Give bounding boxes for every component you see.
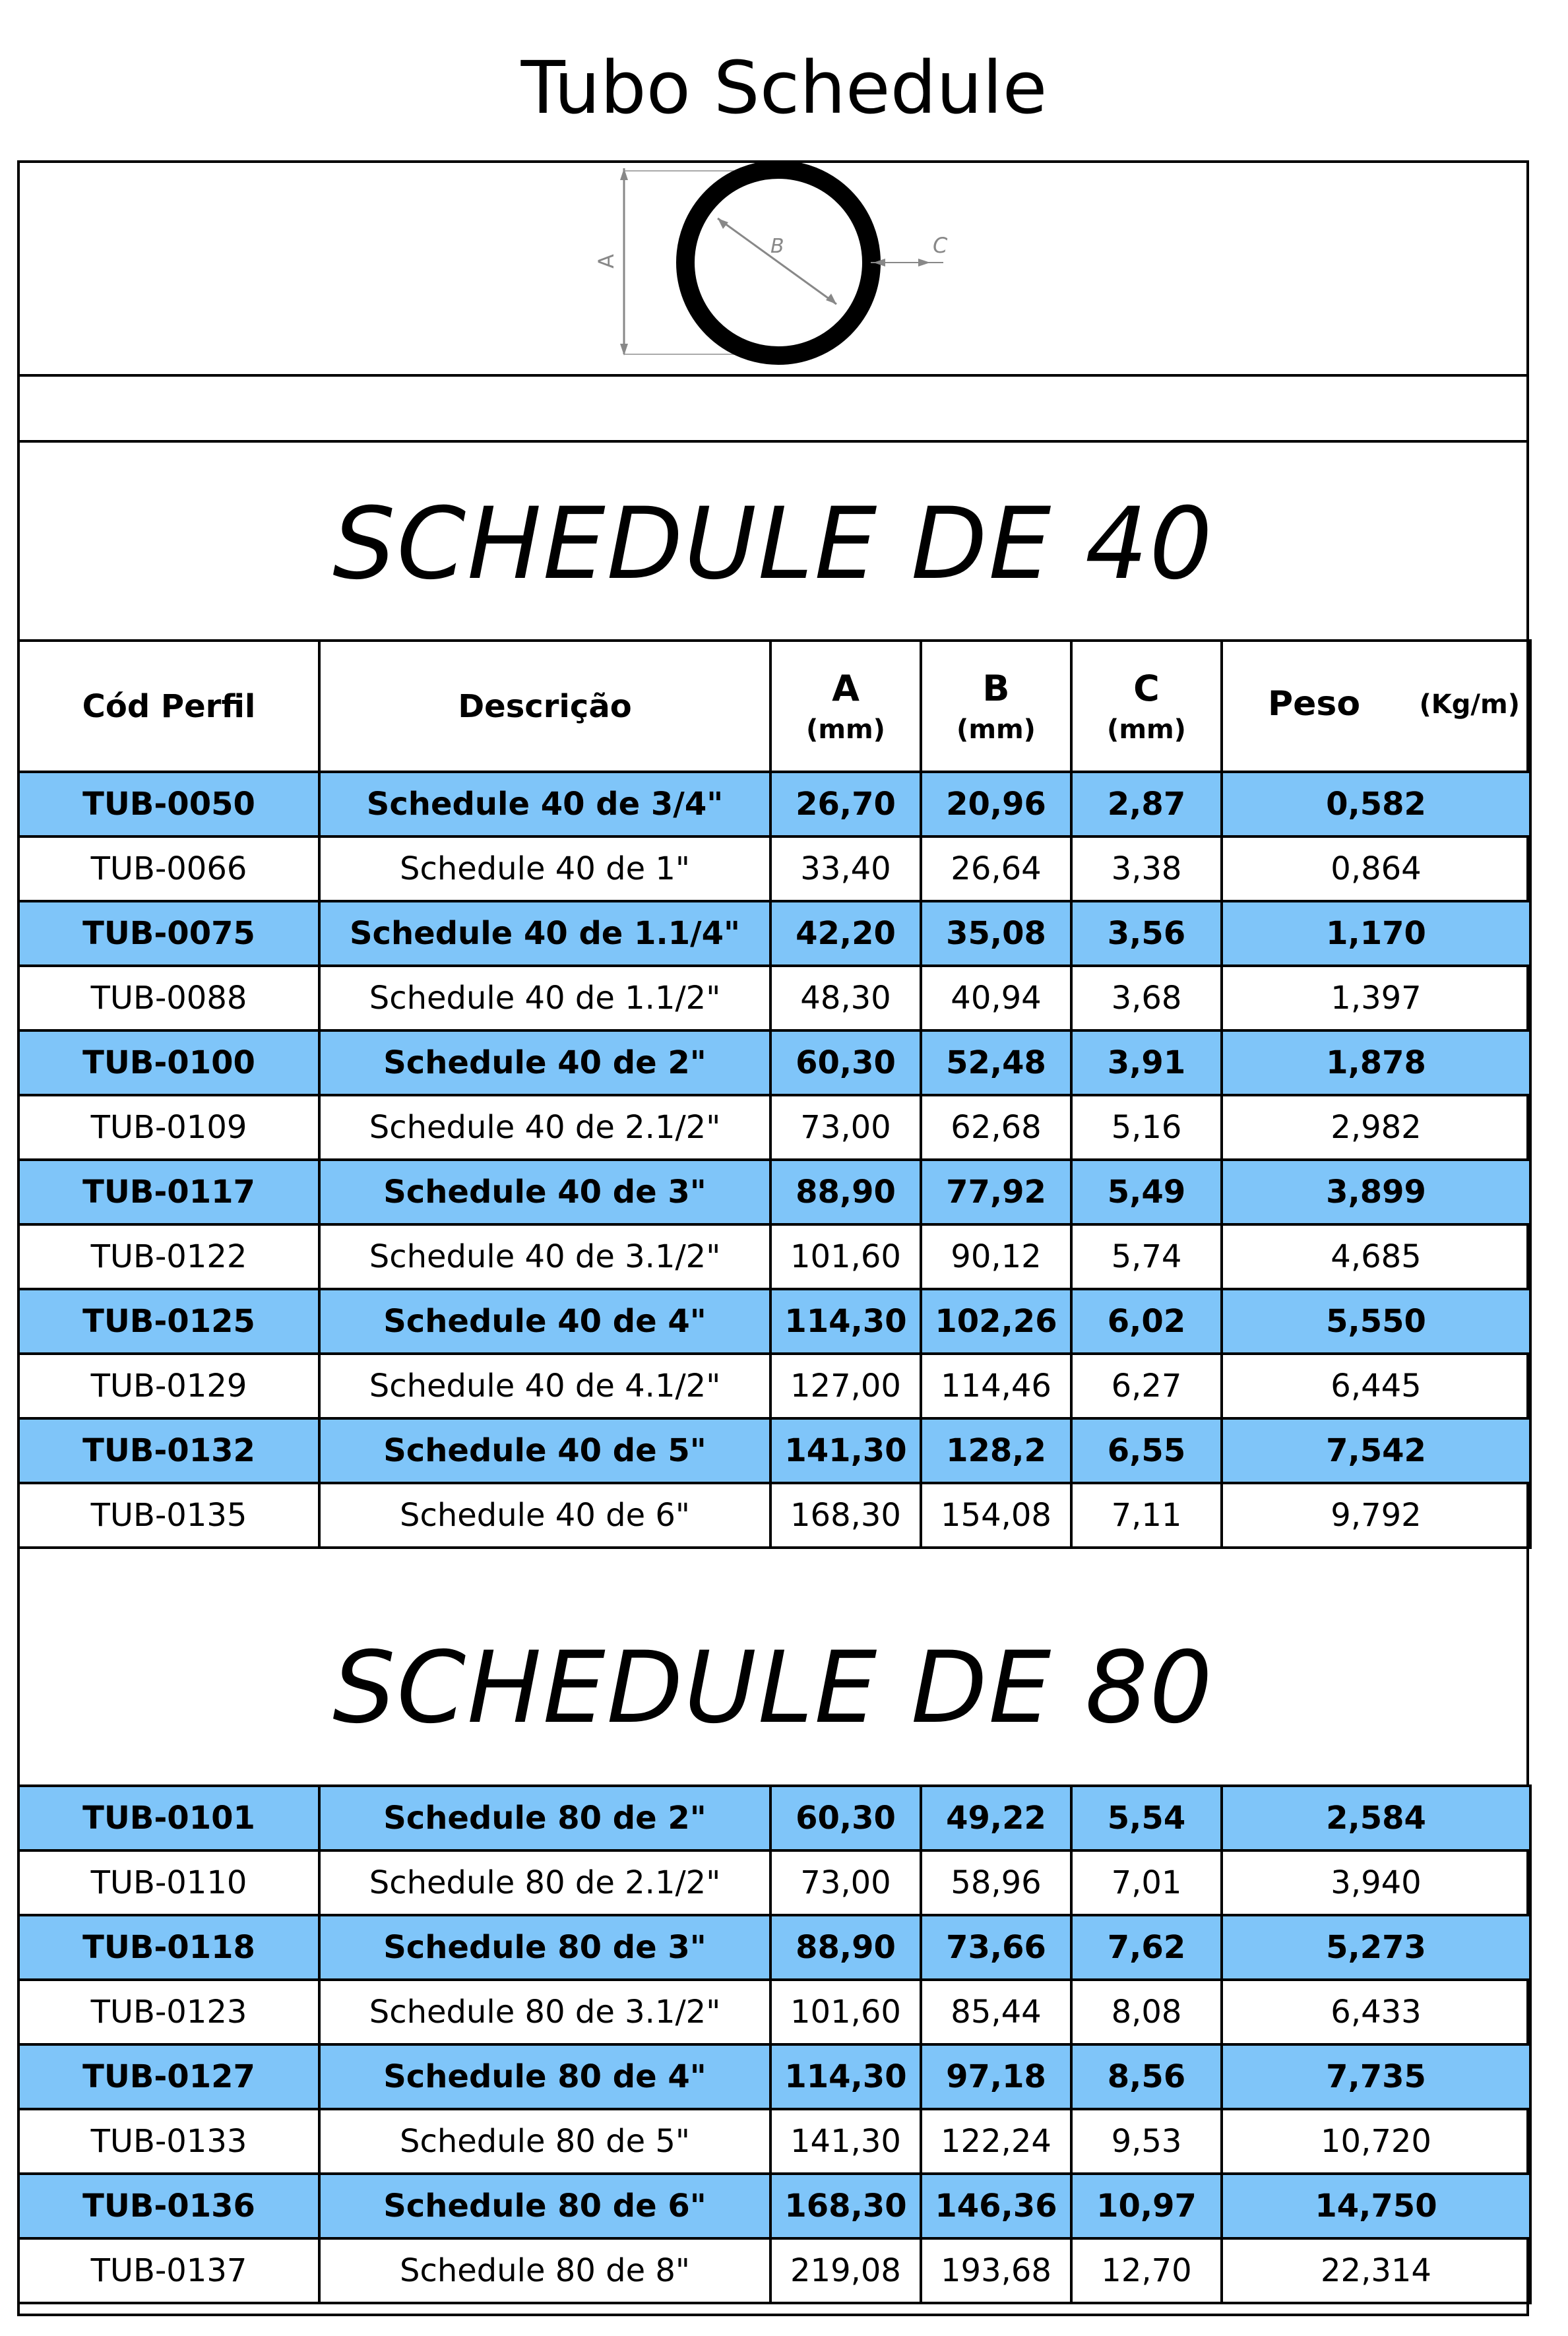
cell-b: 73,66 bbox=[921, 1915, 1071, 1980]
table-row bbox=[18, 1915, 1530, 1980]
cell-a: 60,30 bbox=[770, 1786, 921, 1850]
cell-descricao: Schedule 40 de 1.1/4" bbox=[319, 901, 770, 966]
cell-c: 10,97 bbox=[1071, 2174, 1222, 2238]
cell-c: 12,70 bbox=[1071, 2238, 1222, 2303]
cell-c: 7,11 bbox=[1071, 1483, 1222, 1548]
cell-peso: 1,170 bbox=[1222, 901, 1530, 966]
cell-c: 3,68 bbox=[1071, 966, 1222, 1030]
cell-b: 52,48 bbox=[921, 1030, 1071, 1095]
cell-peso: 5,273 bbox=[1222, 1915, 1530, 1980]
cell-b: 20,96 bbox=[921, 772, 1071, 837]
table-row bbox=[18, 966, 1530, 1030]
cell-a: 26,70 bbox=[770, 772, 921, 837]
header-c bbox=[1071, 641, 1222, 772]
cell-cod-perfil: TUB-0050 bbox=[18, 772, 319, 837]
header-peso bbox=[1222, 641, 1530, 772]
cell-a: 114,30 bbox=[770, 2044, 921, 2109]
schedule-40-table bbox=[17, 639, 1532, 1549]
cell-a: 48,30 bbox=[770, 966, 921, 1030]
cell-a: 101,60 bbox=[770, 1224, 921, 1289]
cell-c: 6,55 bbox=[1071, 1418, 1222, 1483]
cell-peso: 10,720 bbox=[1222, 2109, 1530, 2174]
cell-cod-perfil: TUB-0125 bbox=[18, 1289, 319, 1354]
divider bbox=[20, 440, 1526, 443]
cell-descricao: Schedule 40 de 4.1/2" bbox=[319, 1354, 770, 1418]
cell-a: 168,30 bbox=[770, 2174, 921, 2238]
cell-b: 193,68 bbox=[921, 2238, 1071, 2303]
cell-descricao: Schedule 80 de 8" bbox=[319, 2238, 770, 2303]
cell-cod-perfil: TUB-0136 bbox=[18, 2174, 319, 2238]
schedule-80-table bbox=[17, 1784, 1532, 2304]
cell-cod-perfil: TUB-0132 bbox=[18, 1418, 319, 1483]
cell-c: 5,74 bbox=[1071, 1224, 1222, 1289]
cell-cod-perfil: TUB-0123 bbox=[18, 1980, 319, 2044]
cell-a: 60,30 bbox=[770, 1030, 921, 1095]
cell-b: 90,12 bbox=[921, 1224, 1071, 1289]
dimension-b-label: B bbox=[770, 235, 784, 258]
cell-peso: 6,433 bbox=[1222, 1980, 1530, 2044]
cell-a: 141,30 bbox=[770, 2109, 921, 2174]
cell-c: 5,54 bbox=[1071, 1786, 1222, 1850]
cell-cod-perfil: TUB-0135 bbox=[18, 1483, 319, 1548]
cell-a: 101,60 bbox=[770, 1980, 921, 2044]
cell-peso: 3,940 bbox=[1222, 1850, 1530, 1915]
cell-c: 3,91 bbox=[1071, 1030, 1222, 1095]
cell-cod-perfil: TUB-0100 bbox=[18, 1030, 319, 1095]
table-row bbox=[18, 1483, 1530, 1548]
cell-c: 7,01 bbox=[1071, 1850, 1222, 1915]
cell-b: 154,08 bbox=[921, 1483, 1071, 1548]
header-b-unit: (mm) bbox=[956, 714, 1036, 745]
cell-c: 2,87 bbox=[1071, 772, 1222, 837]
cell-b: 62,68 bbox=[921, 1095, 1071, 1160]
header-descricao: Descrição bbox=[319, 641, 770, 772]
table-row bbox=[18, 2174, 1530, 2238]
cell-peso: 3,899 bbox=[1222, 1160, 1530, 1224]
table-row bbox=[18, 1786, 1530, 1850]
cell-b: 97,18 bbox=[921, 2044, 1071, 2109]
cell-descricao: Schedule 40 de 3/4" bbox=[319, 772, 770, 837]
cell-a: 127,00 bbox=[770, 1354, 921, 1418]
table-row bbox=[18, 1030, 1530, 1095]
cell-a: 219,08 bbox=[770, 2238, 921, 2303]
cell-descricao: Schedule 80 de 2.1/2" bbox=[319, 1850, 770, 1915]
cell-b: 122,24 bbox=[921, 2109, 1071, 2174]
section-title-schedule-40: SCHEDULE DE 40 bbox=[332, 487, 1214, 602]
cell-descricao: Schedule 80 de 6" bbox=[319, 2174, 770, 2238]
cell-descricao: Schedule 40 de 4" bbox=[319, 1289, 770, 1354]
cell-descricao: Schedule 80 de 3" bbox=[319, 1915, 770, 1980]
cell-peso: 5,550 bbox=[1222, 1289, 1530, 1354]
spec-sheet bbox=[17, 160, 1529, 2316]
cell-peso: 22,314 bbox=[1222, 2238, 1530, 2303]
cell-cod-perfil: TUB-0101 bbox=[18, 1786, 319, 1850]
cell-b: 40,94 bbox=[921, 966, 1071, 1030]
cell-c: 8,56 bbox=[1071, 2044, 1222, 2109]
cell-peso: 14,750 bbox=[1222, 2174, 1530, 2238]
cell-cod-perfil: TUB-0117 bbox=[18, 1160, 319, 1224]
table-row bbox=[18, 1224, 1530, 1289]
cell-descricao: Schedule 40 de 5" bbox=[319, 1418, 770, 1483]
cell-a: 141,30 bbox=[770, 1418, 921, 1483]
cell-c: 9,53 bbox=[1071, 2109, 1222, 2174]
schedule-40-body bbox=[18, 772, 1530, 1548]
cell-peso: 7,735 bbox=[1222, 2044, 1530, 2109]
cell-descricao: Schedule 80 de 5" bbox=[319, 2109, 770, 2174]
cell-peso: 7,542 bbox=[1222, 1418, 1530, 1483]
cell-descricao: Schedule 80 de 3.1/2" bbox=[319, 1980, 770, 2044]
cell-cod-perfil: TUB-0110 bbox=[18, 1850, 319, 1915]
cell-a: 42,20 bbox=[770, 901, 921, 966]
header-c-letter: C bbox=[1133, 668, 1160, 709]
header-c-unit: (mm) bbox=[1107, 714, 1186, 745]
cell-a: 73,00 bbox=[770, 1850, 921, 1915]
cell-b: 128,2 bbox=[921, 1418, 1071, 1483]
cell-a: 168,30 bbox=[770, 1483, 921, 1548]
cell-b: 49,22 bbox=[921, 1786, 1071, 1850]
cell-cod-perfil: TUB-0066 bbox=[18, 837, 319, 901]
cell-a: 88,90 bbox=[770, 1915, 921, 1980]
cell-b: 26,64 bbox=[921, 837, 1071, 901]
cell-b: 58,96 bbox=[921, 1850, 1071, 1915]
cell-descricao: Schedule 80 de 4" bbox=[319, 2044, 770, 2109]
table-row bbox=[18, 1418, 1530, 1483]
cell-c: 3,38 bbox=[1071, 837, 1222, 901]
tube-cross-section-diagram bbox=[587, 163, 983, 374]
header-b-letter: B bbox=[982, 668, 1010, 709]
cell-b: 85,44 bbox=[921, 1980, 1071, 2044]
cell-c: 7,62 bbox=[1071, 1915, 1222, 1980]
cell-cod-perfil: TUB-0075 bbox=[18, 901, 319, 966]
cell-cod-perfil: TUB-0122 bbox=[18, 1224, 319, 1289]
table-row bbox=[18, 772, 1530, 837]
cell-a: 73,00 bbox=[770, 1095, 921, 1160]
cell-cod-perfil: TUB-0109 bbox=[18, 1095, 319, 1160]
cell-c: 6,02 bbox=[1071, 1289, 1222, 1354]
table-row bbox=[18, 1850, 1530, 1915]
cell-c: 5,49 bbox=[1071, 1160, 1222, 1224]
cell-cod-perfil: TUB-0137 bbox=[18, 2238, 319, 2303]
cell-b: 146,36 bbox=[921, 2174, 1071, 2238]
cell-cod-perfil: TUB-0088 bbox=[18, 966, 319, 1030]
header-peso-unit: (Kg/m) bbox=[1419, 689, 1520, 720]
cell-c: 5,16 bbox=[1071, 1095, 1222, 1160]
table-row bbox=[18, 1980, 1530, 2044]
header-peso-label: Peso bbox=[1268, 684, 1361, 724]
table-header-row bbox=[18, 641, 1530, 772]
cell-b: 114,46 bbox=[921, 1354, 1071, 1418]
cell-descricao: Schedule 40 de 1.1/2" bbox=[319, 966, 770, 1030]
cell-peso: 2,982 bbox=[1222, 1095, 1530, 1160]
table-row bbox=[18, 837, 1530, 901]
cell-cod-perfil: TUB-0133 bbox=[18, 2109, 319, 2174]
cell-peso: 6,445 bbox=[1222, 1354, 1530, 1418]
cell-peso: 1,397 bbox=[1222, 966, 1530, 1030]
cell-a: 33,40 bbox=[770, 837, 921, 901]
cell-b: 77,92 bbox=[921, 1160, 1071, 1224]
cell-a: 114,30 bbox=[770, 1289, 921, 1354]
table-row bbox=[18, 901, 1530, 966]
cell-descricao: Schedule 80 de 2" bbox=[319, 1786, 770, 1850]
header-b bbox=[921, 641, 1071, 772]
header-a-letter: A bbox=[832, 668, 860, 709]
table-row bbox=[18, 2109, 1530, 2174]
table-row bbox=[18, 1095, 1530, 1160]
cell-descricao: Schedule 40 de 6" bbox=[319, 1483, 770, 1548]
cell-descricao: Schedule 40 de 2.1/2" bbox=[319, 1095, 770, 1160]
header-a-unit: (mm) bbox=[806, 714, 885, 745]
cell-peso: 4,685 bbox=[1222, 1224, 1530, 1289]
dimension-c-label: C bbox=[933, 233, 948, 258]
schedule-80-body bbox=[18, 1786, 1530, 2303]
cell-peso: 2,584 bbox=[1222, 1786, 1530, 1850]
cell-descricao: Schedule 40 de 1" bbox=[319, 837, 770, 901]
dimension-a-label: A bbox=[594, 254, 619, 268]
cell-descricao: Schedule 40 de 3" bbox=[319, 1160, 770, 1224]
cell-peso: 9,792 bbox=[1222, 1483, 1530, 1548]
cell-peso: 0,582 bbox=[1222, 772, 1530, 837]
cell-cod-perfil: TUB-0127 bbox=[18, 2044, 319, 2109]
table-row bbox=[18, 1160, 1530, 1224]
header-cod-perfil: Cód Perfil bbox=[18, 641, 319, 772]
cell-a: 88,90 bbox=[770, 1160, 921, 1224]
cell-c: 6,27 bbox=[1071, 1354, 1222, 1418]
cell-peso: 0,864 bbox=[1222, 837, 1530, 901]
cell-b: 35,08 bbox=[921, 901, 1071, 966]
table-row bbox=[18, 2238, 1530, 2303]
table-row bbox=[18, 2044, 1530, 2109]
cell-descricao: Schedule 40 de 3.1/2" bbox=[319, 1224, 770, 1289]
cell-cod-perfil: TUB-0129 bbox=[18, 1354, 319, 1418]
cell-descricao: Schedule 40 de 2" bbox=[319, 1030, 770, 1095]
header-a bbox=[770, 641, 921, 772]
section-title-schedule-80: SCHEDULE DE 80 bbox=[332, 1631, 1214, 1746]
cell-cod-perfil: TUB-0118 bbox=[18, 1915, 319, 1980]
table-row bbox=[18, 1289, 1530, 1354]
page-title: Tubo Schedule bbox=[520, 46, 1048, 130]
cell-peso: 1,878 bbox=[1222, 1030, 1530, 1095]
cell-c: 8,08 bbox=[1071, 1980, 1222, 2044]
cell-b: 102,26 bbox=[921, 1289, 1071, 1354]
cell-c: 3,56 bbox=[1071, 901, 1222, 966]
table-row bbox=[18, 1354, 1530, 1418]
divider bbox=[20, 374, 1526, 377]
